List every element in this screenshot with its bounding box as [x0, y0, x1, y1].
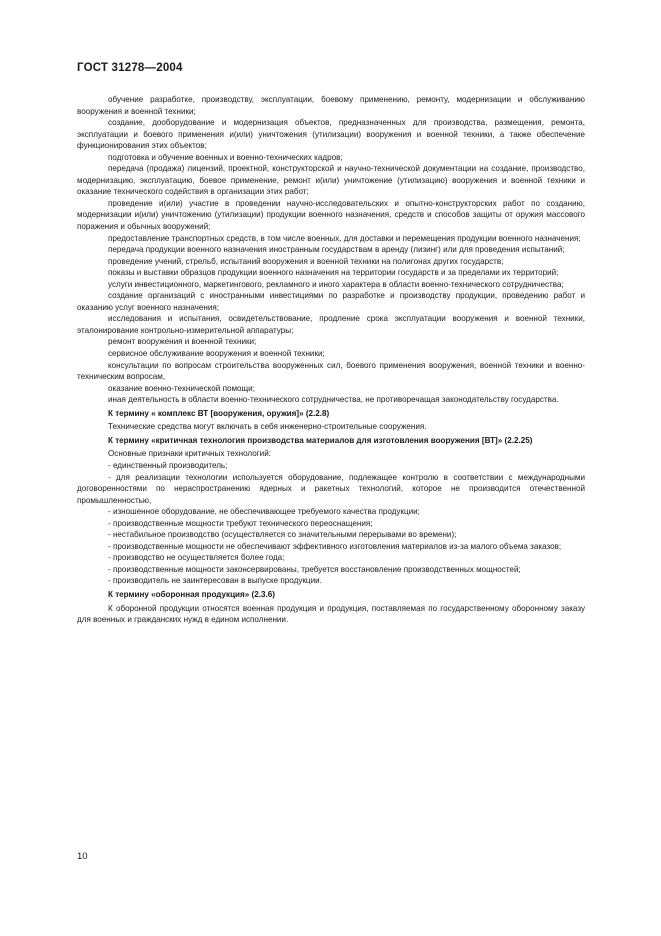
document-header: ГОСТ 31278—2004: [77, 62, 183, 74]
body-paragraph: обучение разработке, производству, эксплуатации, боевому применению, ремонту, модернизации и обслуживанию вооружения и военной техники;: [77, 95, 585, 116]
body-paragraph: предоставление транспортных средств, в том числе военных, для доставки и перемещения продукции военного назначения;: [108, 233, 581, 243]
body-paragraph: К оборонной продукции относятся военная продукция и продукция, поставляемая по государственному оборонному заказу для военных и гражданских нужд в едином исполнении.: [77, 603, 585, 625]
list-item: - для реализации технологии используется оборудование, подлежащее контролю в соответствии с международными договоренностями по нераспространению ядерных и ракетных технологий, которое не производится отечественной промышленностью,: [77, 472, 585, 505]
body-paragraph: сервисное обслуживание вооружения и военной техники;: [108, 349, 325, 359]
body-paragraph: ремонт вооружения и военной техники;: [108, 337, 257, 347]
body-paragraph: консультации по вопросам строительства вооруженных сил, боевого применения вооружения, военной техники и военно-техническим вопросам,: [77, 360, 585, 382]
body-paragraph: подготовка и обучение военных и военно-технических кадров;: [108, 152, 343, 162]
body-paragraph: услуги инвестиционного, маркетингового, рекламного и иного характера в области военно-технического сотрудничества;: [108, 279, 564, 289]
list-item: - производственные мощности законсервированы, требуется восстановление производственных мощностей;: [108, 564, 521, 574]
body-paragraph: создание организаций с иностранными инвестициями по разработке и производству продукции, проведению работ и оказанию услуг военного назначения;: [77, 291, 585, 312]
list-item: - производство не осуществляется более года;: [108, 553, 285, 563]
body-paragraph: иная деятельность в области военно-технического сотрудничества, не противоречащая законодательству государства.: [108, 395, 559, 405]
list-item: - единственный производитель;: [108, 460, 228, 470]
body-paragraph: проведение и(или) участие в проведении научно-исследовательских и опытно-конструкторских работ по созданию, модернизации и(или) уничтожению (утилизации) продукции военного назначения, средств и способов защиты от оружия массового поражения и обычных вооружений;: [77, 198, 585, 232]
body-paragraph: Основные признаки критичных технологий:: [108, 449, 271, 459]
body-paragraph: передача (продажа) лицензий, проектной, конструкторской и научно-технической документации на создание, производство, модернизацию, эксплуатацию, боевое применение, ремонт и(или) уничтожение (утилизацию) вооружения и военной техники и оказание технического содействия в организации этих работ;: [77, 164, 585, 197]
list-item: - нестабильное производство (осуществляется со значительными перерывами во времени);: [108, 530, 457, 540]
document-body: [77, 94, 585, 626]
term-heading: К термину « комплекс ВТ [вооружения, оружия]» (2.2.8): [108, 408, 330, 418]
body-paragraph: передача продукции военного назначения иностранным государствам в аренду (лизинг) или для проведения испытаний;: [108, 245, 565, 255]
page-number: 10: [77, 851, 88, 862]
list-item: - изношенное оборудование, не обеспечивающее требуемого качества продукции;: [108, 507, 420, 517]
list-item: - производственные мощности не обеспечивают эффективного изготовления материалов из-за малого объема заказов;: [108, 541, 562, 551]
list-item: - производственные мощности требуют технического переоснащения;: [108, 518, 373, 528]
term-heading: К термину «оборонная продукция» (2.3.6): [108, 589, 275, 599]
body-paragraph: показы и выставки образцов продукции военного назначения на территории государств и за пределами их территорий;: [108, 268, 559, 278]
body-paragraph: проведение учений, стрельб, испытаний вооружения и военной техники на полигонах других государств;: [108, 256, 504, 266]
term-heading: К термину «критичная технология производства материалов для изготовления вооружения [ВТ]» (2.2.25): [108, 435, 533, 445]
body-paragraph: оказание военно-технической помощи;: [108, 383, 255, 393]
body-paragraph: Технические средства могут включать в себя инженерно-строительные сооружения.: [108, 422, 427, 432]
body-paragraph: создание, дооборудование и модернизация объектов, предназначенных для производства, размещения, ремонта, эксплуатации и боевого применения и(или) уничтожения (утилизации) вооружения и военной техники, а также обеспечение функционирования этих объектов;: [77, 118, 585, 151]
body-paragraph: исследования и испытания, освидетельствование, продление срока эксплуатации вооружения и военной техники, эталонирование контрольно-измерительной аппаратуры;: [77, 314, 585, 335]
list-item: - производитель не заинтересован в выпуске продукции.: [108, 576, 322, 586]
